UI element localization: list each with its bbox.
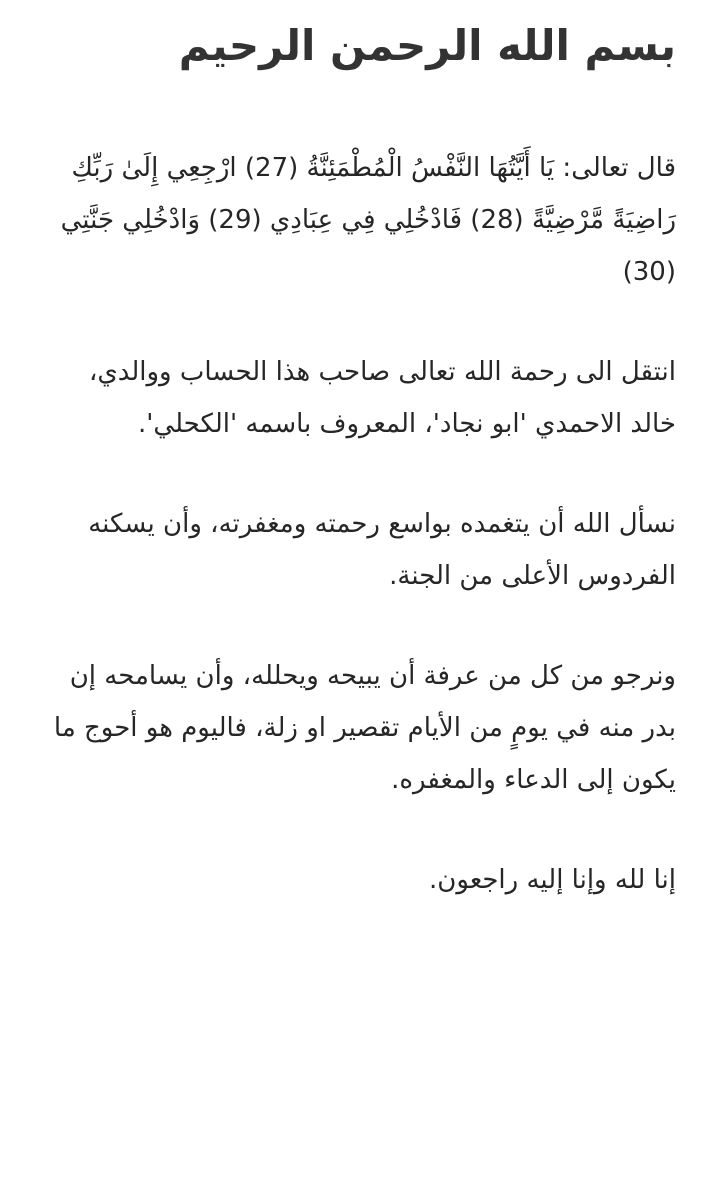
announcement-paragraph: انتقل الى رحمة الله تعالى صاحب هذا الحساب ووالدي، خالد الاحمدي 'ابو نجاد'، المعروف باسمه 'الكحلي'.: [88, 357, 676, 439]
note-body: [44, 142, 676, 906]
quran-verse-paragraph: قال تعالى: يَا أَيَّتُهَا النَّفْسُ الْمُطْمَئِنَّةُ (27) ارْجِعِي إِلَىٰ رَبِّكِ رَاضِيَةً مَّرْضِيَّةً (28) فَادْخُلِي فِي عِبَادِي (29) وَادْخُلِي جَنَّتِي (30): [60, 153, 676, 287]
closing-phrase-paragraph: إنا لله وإنا إليه راجعون.: [429, 865, 676, 895]
forgiveness-request-paragraph: ونرجو من كل من عرفة أن يبيحه ويحلله، وأن يسامحه إن بدر منه في يومٍ من الأيام تقصير او زلة، فاليوم هو أحوج ما يكون إلى الدعاء والمغفره.: [53, 661, 676, 795]
prayer-paragraph: نسأل الله أن يتغمده بواسع رحمته ومغفرته، وأن يسكنه الفردوس الأعلى من الجنة.: [88, 509, 676, 591]
page-title: بسم الله الرحمن الرحيم: [178, 21, 676, 70]
